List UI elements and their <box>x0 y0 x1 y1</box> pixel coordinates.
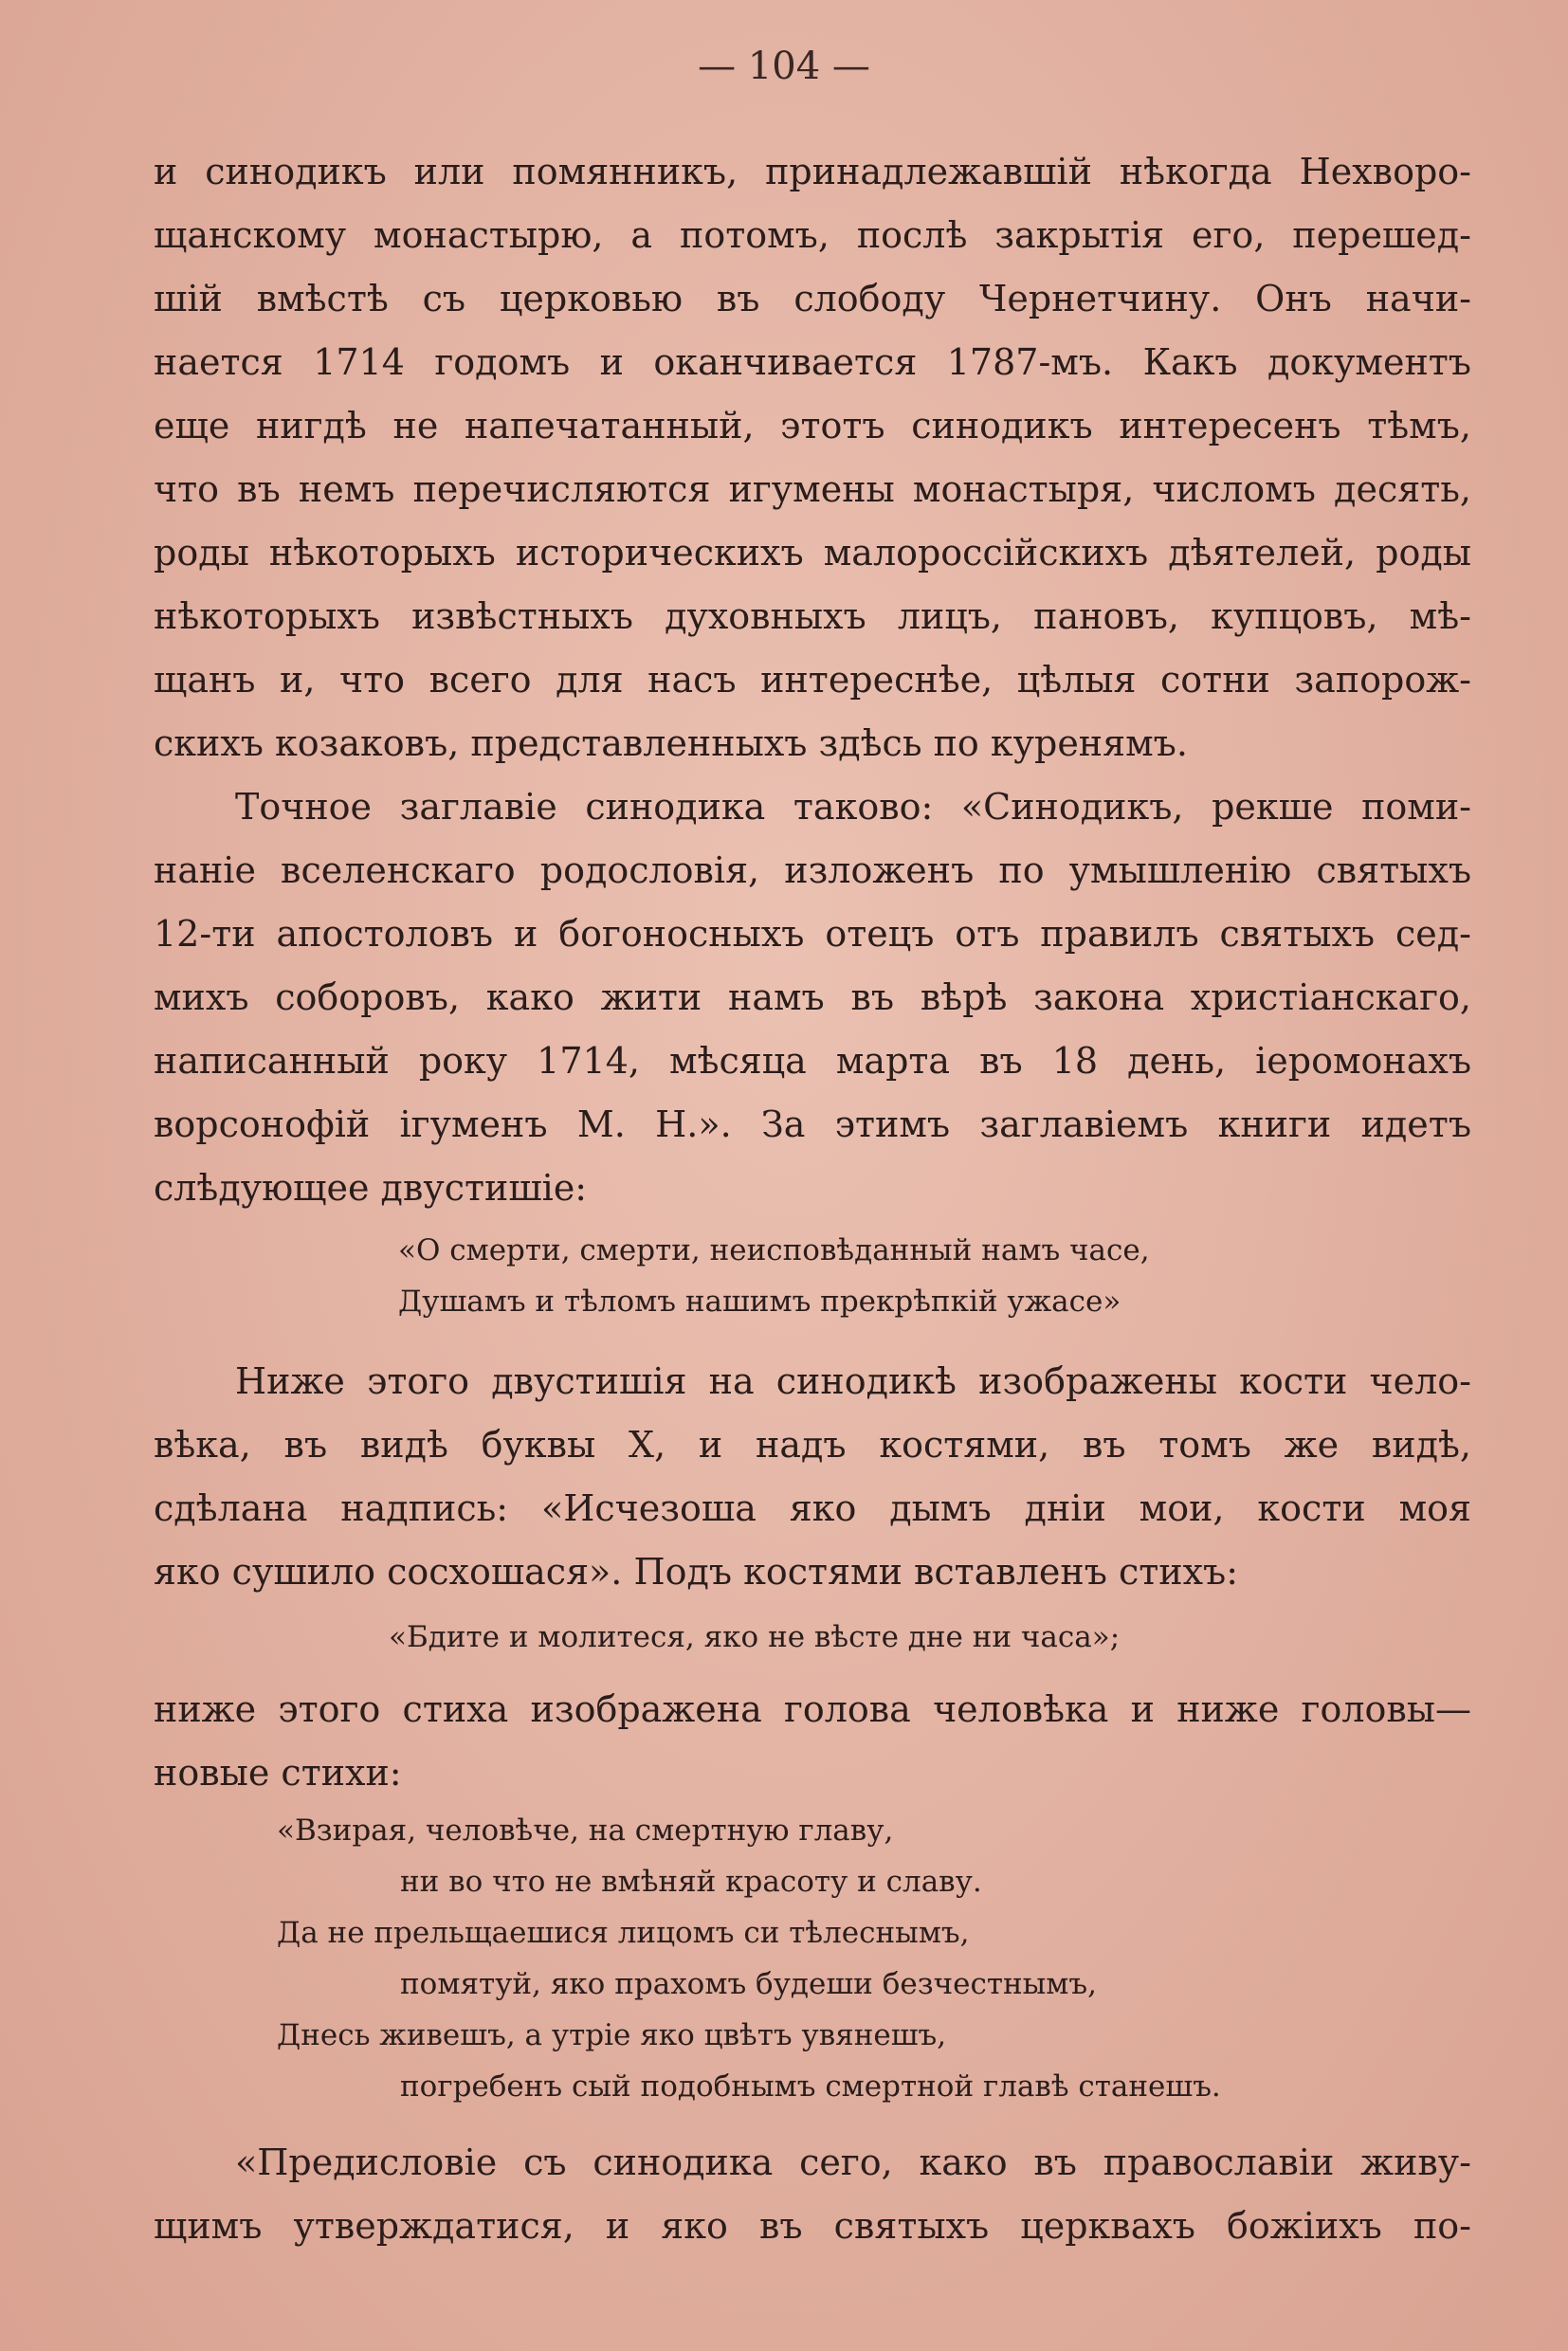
text-line: вѣка, въ видѣ буквы X, и надъ костями, въ томъ же видѣ, <box>154 1424 1471 1466</box>
paragraph-1 <box>154 140 1471 775</box>
text-line: яко сушило сосхошася». Подъ костями вставленъ стихъ: <box>154 1551 1239 1593</box>
text-line: михъ соборовъ, како жити намъ въ вѣрѣ закона христіанскаго, <box>154 976 1471 1018</box>
paragraph-3 <box>154 1350 1471 1604</box>
verse-line: «О смерти, смерти, неисповѣданный намъ часе, <box>398 1233 1150 1267</box>
text-line: что въ немъ перечисляются игумены монастыря, числомъ десять, <box>154 468 1471 510</box>
verse-line: Днесь живешъ, а утріе яко цвѣтъ увянешъ, <box>277 2018 947 2052</box>
verse-stanza <box>277 1805 1221 2112</box>
text-line: сдѣлана надпись: «Исчезоша яко дымъ днiи мои, кости моя <box>154 1487 1471 1529</box>
text-line: щанскому монастырю, а потомъ, послѣ закрытія его, перешед- <box>154 214 1471 256</box>
paragraph-2 <box>154 775 1471 1220</box>
text-line: Ниже этого двустишія на синодикѣ изображены кости чело- <box>235 1360 1471 1402</box>
verse-line-single <box>389 1612 1120 1663</box>
text-line: ворсонофій ігуменъ М. Н.». За этимъ заглавіемъ книги идетъ <box>154 1103 1471 1145</box>
verse-couplet <box>398 1225 1150 1327</box>
text-line: Точное заглавіе синодика таково: «Синодикъ, рекше поми- <box>235 786 1471 828</box>
text-line: скихъ козаковъ, представленныхъ здѣсь по куренямъ. <box>154 722 1188 764</box>
text-line: и синодикъ или помянникъ, принадлежавшій нѣкогда Нехворо- <box>154 151 1471 192</box>
text-line: щимъ утверждатися, и яко въ святыхъ церквахъ божіихъ по- <box>154 2205 1471 2247</box>
text-line: роды нѣкоторыхъ историческихъ малороссійскихъ дѣятелей, роды <box>154 532 1471 574</box>
text-line: 12-ти апостоловъ и богоносныхъ отецъ отъ правилъ святыхъ сед- <box>154 913 1471 955</box>
verse-line: ни во что не вмѣняй красоту и славу. <box>400 1865 982 1899</box>
text-line: написанный року 1714, мѣсяца марта въ 18 день, іеромонахъ <box>154 1040 1471 1082</box>
text-line: наніе вселенскаго родословія, изложенъ по умышленію святыхъ <box>154 849 1471 891</box>
verse-line: погребенъ сый подобнымъ смертной главѣ станешъ. <box>400 2069 1221 2104</box>
text-line: ниже этого стиха изображена голова человѣка и ниже головы— <box>154 1688 1471 1730</box>
page-number: — 104 — <box>698 45 870 88</box>
paragraph-5 <box>154 2131 1471 2258</box>
text-line: еще нигдѣ не напечатанный, этотъ синодикъ интересенъ тѣмъ, <box>154 405 1471 447</box>
verse-line: «Бдите и молитеся, яко не вѣсте дне ни часа»; <box>389 1620 1121 1654</box>
text-line: щанъ и, что всего для насъ интереснѣе, цѣлыя сотни запорож- <box>154 659 1471 701</box>
verse-line: Да не прельщаешися лицомъ си тѣлеснымъ, <box>277 1916 970 1950</box>
text-line: нѣкоторыхъ извѣстныхъ духовныхъ лицъ, пановъ, купцовъ, мѣ- <box>154 595 1471 637</box>
text-line: новые стихи: <box>154 1752 402 1794</box>
paragraph-4 <box>154 1678 1471 1805</box>
text-line: нается 1714 годомъ и оканчивается 1787-мъ. Какъ документъ <box>154 341 1471 383</box>
text-line: «Предисловіе съ синодика сего, како въ православіи живу- <box>235 2141 1471 2183</box>
text-line: слѣдующее двустишіе: <box>154 1167 588 1209</box>
verse-line: «Взирая, человѣче, на смертную главу, <box>277 1813 894 1848</box>
text-line: шій вмѣстѣ съ церковью въ слободу Чернетчину. Онъ начи- <box>154 278 1471 319</box>
verse-line: помятуй, яко прахомъ будеши безчестнымъ, <box>400 1967 1097 2001</box>
verse-line: Душамъ и тѣломъ нашимъ прекрѣпкій ужасе» <box>398 1285 1121 1319</box>
